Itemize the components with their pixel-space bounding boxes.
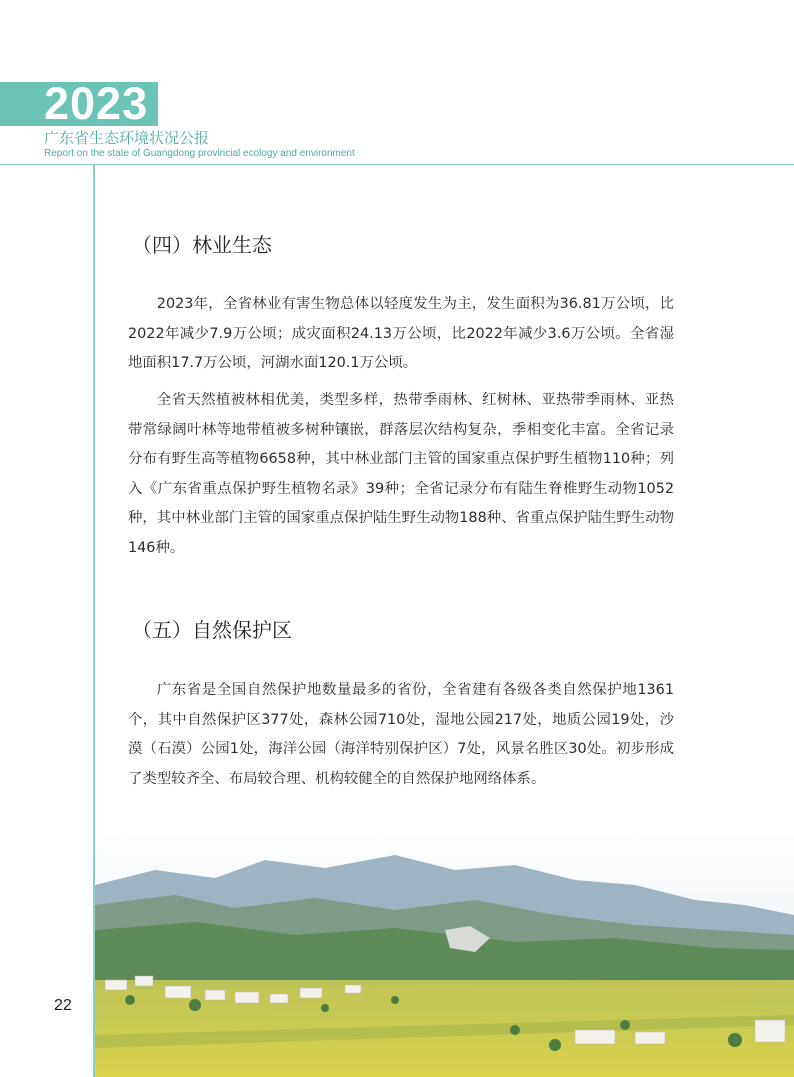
report-title-en: Report on the state of Guangdong provincial ecology and environment xyxy=(44,148,355,159)
section-title-forestry: （四）林业生态 xyxy=(132,233,272,257)
page-number: 22 xyxy=(54,997,72,1014)
paragraph-forestry-biodiversity: 全省天然植被林相优美，类型多样，热带季雨林、红树林、亚热带季雨林、亚热带常绿阔叶林等地带植被多树种镶嵌，群落层次结构复杂，季相变化丰富。全省记录分布有野生高等植物6658种，其中林业部门主管的国家重点保护野生植物110种；列入《广东省重点保护野生植物名录》39种；全省记录分布有陆生脊椎野生动物1052种，其中林业部门主管的国家重点保护陆生野生动物188种、省重点保护陆生野生动物 146种。 xyxy=(128,392,674,556)
paragraph-nature-reserves: 广东省是全国自然保护地数量最多的省份，全省建有各级各类自然保护地1361个，其中自然保护区377处，森林公园710处，湿地公园217处，地质公园19处，沙漠（石漠）公园1处，海洋公园（海洋特别保护区）7处，风景名胜区30处。初步形成了类型较齐全、布局较合理、机构较健全的自然保护地网络体系。 xyxy=(128,682,674,787)
paragraph-forestry-pests: 2023年，全省林业有害生物总体以轻度发生为主，发生面积为36.81万公顷，比2022年减少7.9万公顷；成灾面积24.13万公顷，比2022年减少3.6万公顷。全省湿地面积17.7万公顷，河湖水面120.1万公顷。 xyxy=(128,296,674,371)
section-title-nature-reserves: （五）自然保护区 xyxy=(132,618,292,642)
header-divider xyxy=(0,164,794,165)
report-year: 2023 xyxy=(44,78,149,129)
landscape-photo xyxy=(95,830,794,1077)
report-title-cn: 广东省生态环境状况公报 xyxy=(44,129,210,147)
